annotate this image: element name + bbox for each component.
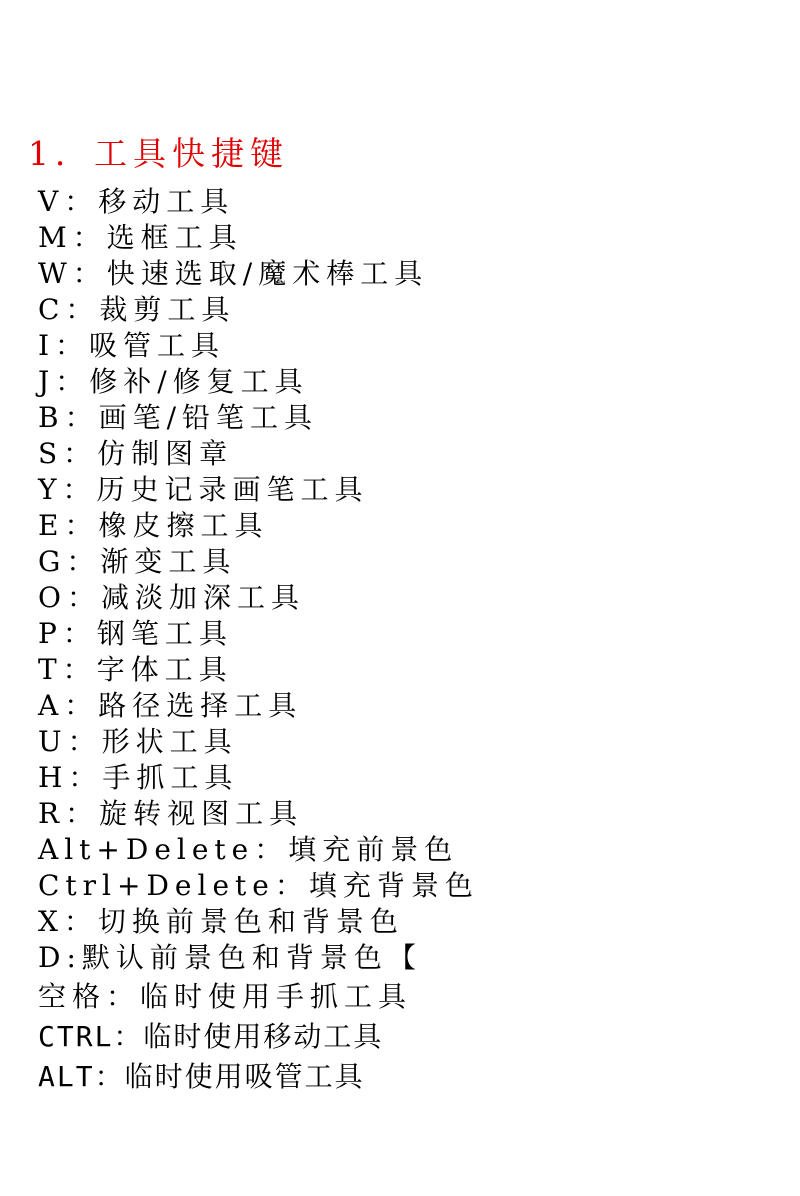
shortcut-line-p: P：钢笔工具 <box>38 617 233 650</box>
shortcut-line-u: U：形状工具 <box>38 725 238 758</box>
shortcut-line-alt: ALT：临时使用吸管工具 <box>38 1060 365 1093</box>
shortcut-line-g: G：渐变工具 <box>38 545 237 578</box>
shortcut-line-a: A：路径选择工具 <box>38 689 303 722</box>
shortcut-line-m: M：选框工具 <box>38 221 243 254</box>
shortcut-line-d: D:默认前景色和背景色【 <box>38 941 422 974</box>
shortcut-line-j: J：修补/修复工具 <box>38 365 309 398</box>
shortcut-line-t: T：字体工具 <box>38 653 233 686</box>
shortcut-line-v: V：移动工具 <box>38 185 235 218</box>
shortcut-line-ctrl: CTRL：临时使用移动工具 <box>38 1020 384 1053</box>
shortcut-line-b: B：画笔/铅笔工具 <box>38 401 319 434</box>
shortcut-line-h: H：手抓工具 <box>38 761 239 794</box>
shortcut-list <box>38 184 778 1096</box>
shortcut-line-x: X：切换前景色和背景色 <box>38 905 404 938</box>
shortcut-line-i: I：吸管工具 <box>38 329 226 362</box>
shortcut-line-r: R：旋转视图工具 <box>38 797 304 830</box>
shortcut-line-alt-delete: Alt+Delete：填充前景色 <box>38 833 459 866</box>
section-heading: 1．工具快捷键 <box>28 134 289 173</box>
shortcut-line-y: Y：历史记录画笔工具 <box>38 473 369 506</box>
shortcut-line-ctrl-delete: Ctrl+Delete：填充背景色 <box>38 869 479 902</box>
shortcut-line-o: O：减淡加深工具 <box>38 581 305 614</box>
shortcut-line-c: C：裁剪工具 <box>38 293 236 326</box>
shortcut-line-e: E：橡皮擦工具 <box>38 509 269 542</box>
shortcut-line-s: S：仿制图章 <box>38 437 234 470</box>
shortcut-line-space: 空格：临时使用手抓工具 <box>38 980 413 1013</box>
shortcut-line-w: W：快速选取/魔术棒工具 <box>38 257 429 290</box>
